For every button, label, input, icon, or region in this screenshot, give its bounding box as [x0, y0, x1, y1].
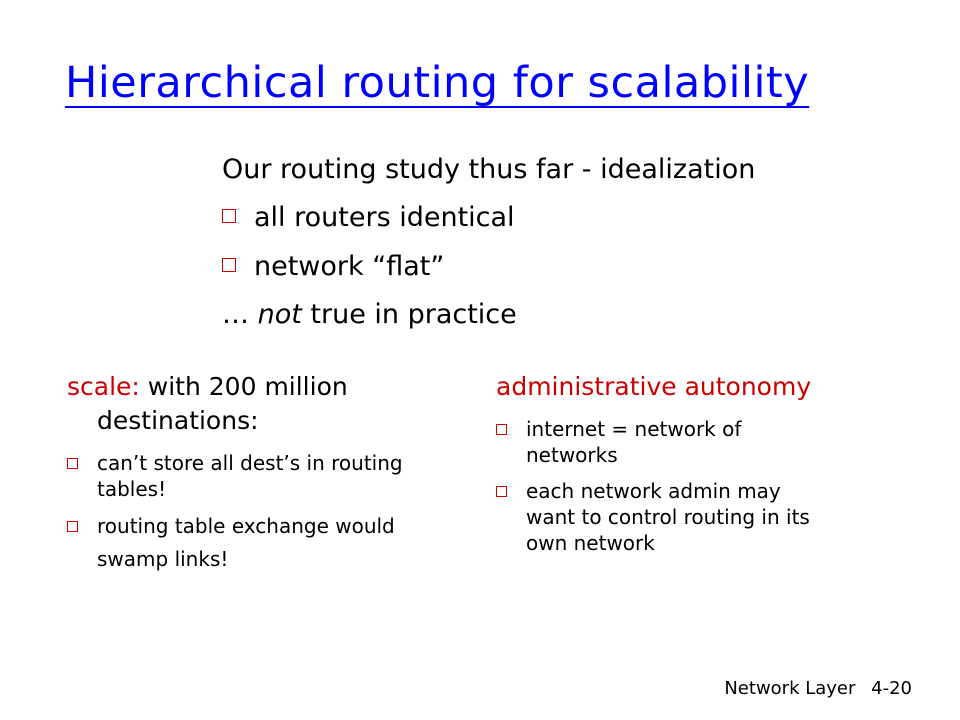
scale-column [67, 370, 407, 576]
scale-bullet: routing table exchange would swamp links! [67, 510, 407, 576]
checkbox-bullet-icon [222, 258, 236, 272]
autonomy-heading: administrative autonomy [496, 372, 812, 401]
emphasis-not: not [257, 299, 302, 330]
page-number: 4-20 [871, 678, 912, 699]
autonomy-bullet: each network admin may want to control routing in its own network [496, 478, 836, 556]
scale-label: scale: [67, 372, 140, 401]
checkbox-bullet-icon [496, 424, 507, 435]
intro-bullet: all routers identical [222, 201, 515, 235]
intro-heading: Our routing study thus far - idealization [222, 154, 756, 185]
scale-heading: scale: with 200 million destinations: [67, 372, 348, 435]
intro-conclusion: … not true in practice [222, 299, 517, 330]
checkbox-bullet-icon [67, 458, 78, 469]
checkbox-bullet-icon [67, 521, 78, 532]
scale-bullet: can’t store all dest’s in routing tables! [67, 450, 407, 502]
footer-label: Network Layer [724, 678, 856, 699]
autonomy-column [496, 370, 836, 556]
autonomy-bullet: internet = network of networks [496, 416, 836, 468]
checkbox-bullet-icon [222, 209, 236, 223]
slide-footer [724, 678, 912, 699]
slide-title: Hierarchical routing for scalability [65, 58, 810, 108]
checkbox-bullet-icon [496, 486, 507, 497]
intro-bullet: network “flat” [222, 250, 444, 284]
